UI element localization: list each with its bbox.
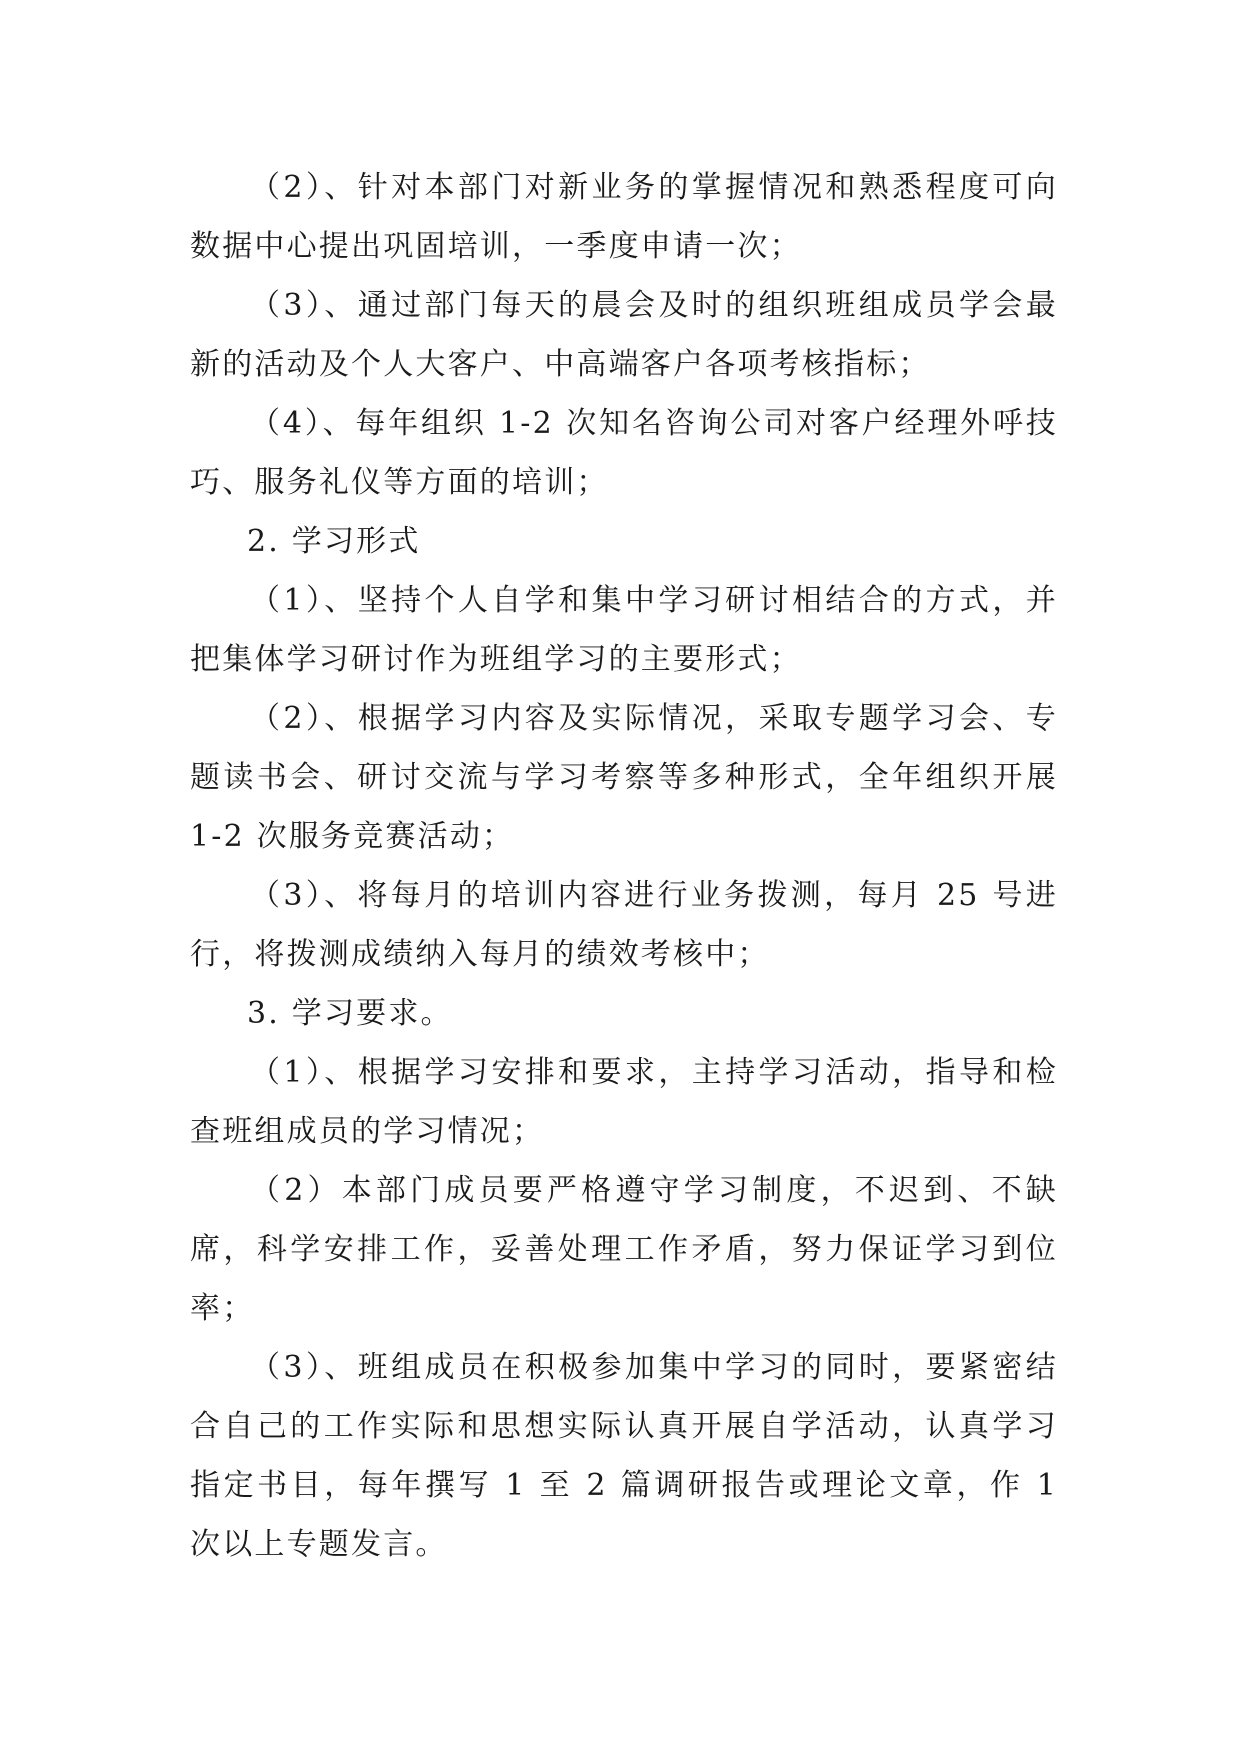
section-heading: 2. 学习形式: [247, 524, 421, 559]
paragraph-item: （3）、通过部门每天的晨会及时的组织班组成员学会最新的活动及个人大客户、中高端客户各项考核指标；: [190, 288, 1058, 382]
paragraph-item: （1）、根据学习安排和要求，主持学习活动，指导和检查班组成员的学习情况；: [190, 1055, 1058, 1149]
paragraph-item: （4）、每年组织 1-2 次知名咨询公司对客户经理外呼技巧、服务礼仪等方面的培训；: [190, 406, 1058, 500]
paragraph-item: （2）本部门成员要严格遵守学习制度，不迟到、不缺席，科学安排工作，妥善处理工作矛盾，努力保证学习到位率；: [190, 1173, 1058, 1326]
document-body: [190, 158, 1058, 1574]
paragraph-item: （3）、班组成员在积极参加集中学习的同时，要紧密结合自己的工作实际和思想实际认真开展自学活动，认真学习指定书目，每年撰写 1 至 2 篇调研报告或理论文章，作 1 次以上专题发言。: [190, 1350, 1058, 1562]
paragraph-item: （1）、坚持个人自学和集中学习研讨相结合的方式，并把集体学习研讨作为班组学习的主要形式；: [190, 583, 1058, 677]
paragraph-item: （3）、将每月的培训内容进行业务拨测，每月 25 号进行，将拨测成绩纳入每月的绩效考核中；: [190, 878, 1058, 972]
section-heading: 3. 学习要求。: [247, 996, 453, 1031]
paragraph-item: （2）、根据学习内容及实际情况，采取专题学习会、专题读书会、研讨交流与学习考察等多种形式，全年组织开展 1-2 次服务竞赛活动；: [190, 701, 1058, 854]
paragraph-item: （2）、针对本部门对新业务的掌握情况和熟悉程度可向数据中心提出巩固培训，一季度申请一次；: [190, 170, 1058, 264]
